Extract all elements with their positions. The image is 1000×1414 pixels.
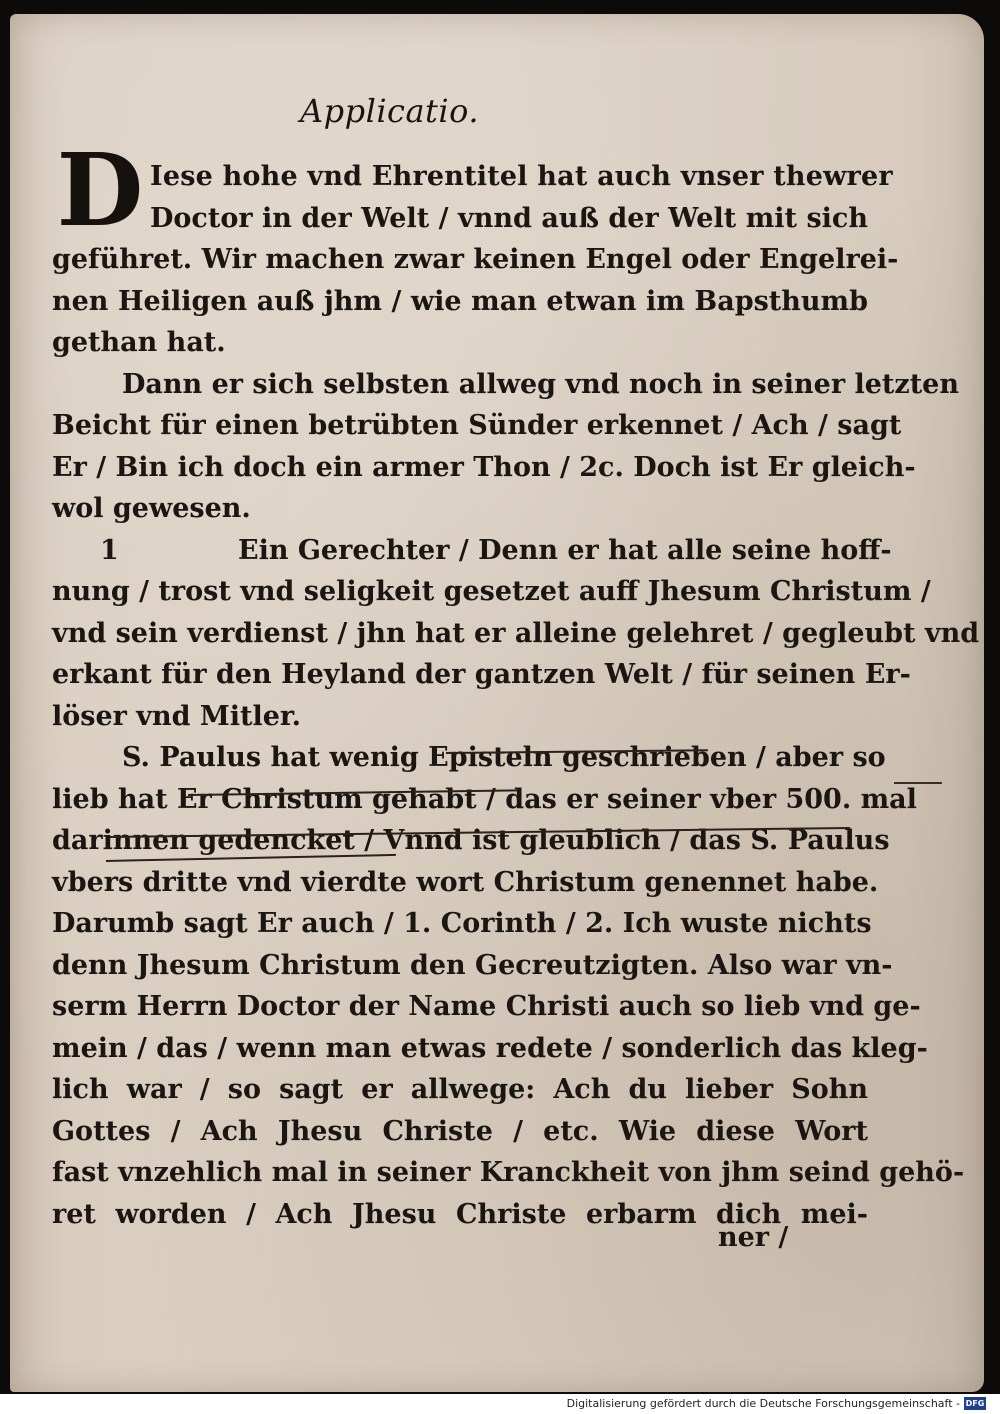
text-line: erkant für den Heyland der gantzen Welt / für seinen Er- [52,659,911,690]
text-line: S. Paulus hat wenig Episteln geschrieben / aber so [122,742,886,773]
text-line: denn Jhesum Christum den Gecreutzigten. Also war vn- [52,949,893,981]
text-line: löser vnd Mitler. [52,700,302,732]
text-line: Beicht für einen betrübten Sünder erkennet / Ach / sagt [52,410,902,441]
book-page [10,14,984,1392]
text-line: nung / trost vnd seligkeit gesetzet auff Jhesum Christum / [52,576,931,607]
dfg-logo: DFG [965,1399,985,1408]
running-head: Applicatio. [300,92,480,130]
text-line-numbered [52,530,892,572]
text-line: Er / Bin ich doch ein armer Thon / 2c. Doch ist Er gleich- [52,451,916,483]
text-line: fast vnzehlich mal in seiner Kranckheit von jhm seind gehö- [52,1157,965,1188]
catchword: ner / [718,1222,789,1253]
text-line: lich war / so sagt er allwege: Ach du lieber Sohn [52,1074,868,1105]
margin-mark [894,782,942,784]
text-line: serm Herrn Doctor der Name Christi auch so lieb vnd ge- [52,991,921,1022]
text-line: mein / das / wenn man etwas redete / sonderlich das kleg- [52,1032,928,1064]
text-line: Dann er sich selbsten allweg vnd noch in seiner letzten [122,368,959,400]
text-line: geführet. Wir machen zwar keinen Engel oder Engelrei- [52,244,899,275]
text-line: vbers dritte vnd vierdte wort Christum genennet habe. [52,866,879,898]
text-line: Doctor in der Welt / vnnd auß der Welt mit sich [150,202,868,234]
text-line: nen Heiligen auß jhm / wie man etwan im Bapsthumb [52,285,868,317]
text-line: lieb hat Er Christum gehabt / das er seiner vber 500. mal [52,783,917,815]
text-line: Darumb sagt Er auch / 1. Corinth / 2. Ich wuste nichts [52,908,872,939]
text-line: ret worden / Ach Jhesu Christe erbarm dich mei- [52,1198,868,1230]
funding-credit: Digitalisierung gefördert durch die Deutsche Forschungsgemeinschaft - [566,1397,960,1410]
text-line: Iese hohe vnd Ehrentitel hat auch vnser thewrer [150,161,893,192]
text-line: gethan hat. [52,327,226,358]
text-line: Gottes / Ach Jhesu Christe / etc. Wie diese Wort [52,1115,868,1147]
text-line: Ein Gerechter / Denn er hat alle seine hoff- [238,534,892,566]
marginal-number: 1 [100,534,119,566]
text-line: wol gewesen. [52,493,251,524]
text-line: darinnen gedencket / Vnnd ist gleublich / das S. Paulus [52,825,890,856]
body-text [52,156,980,1235]
digitization-footer [0,1394,1000,1414]
drop-cap: D [56,131,144,249]
text-line: vnd sein verdienst / jhn hat er alleine gelehret / gegleubt vnd [52,617,980,649]
